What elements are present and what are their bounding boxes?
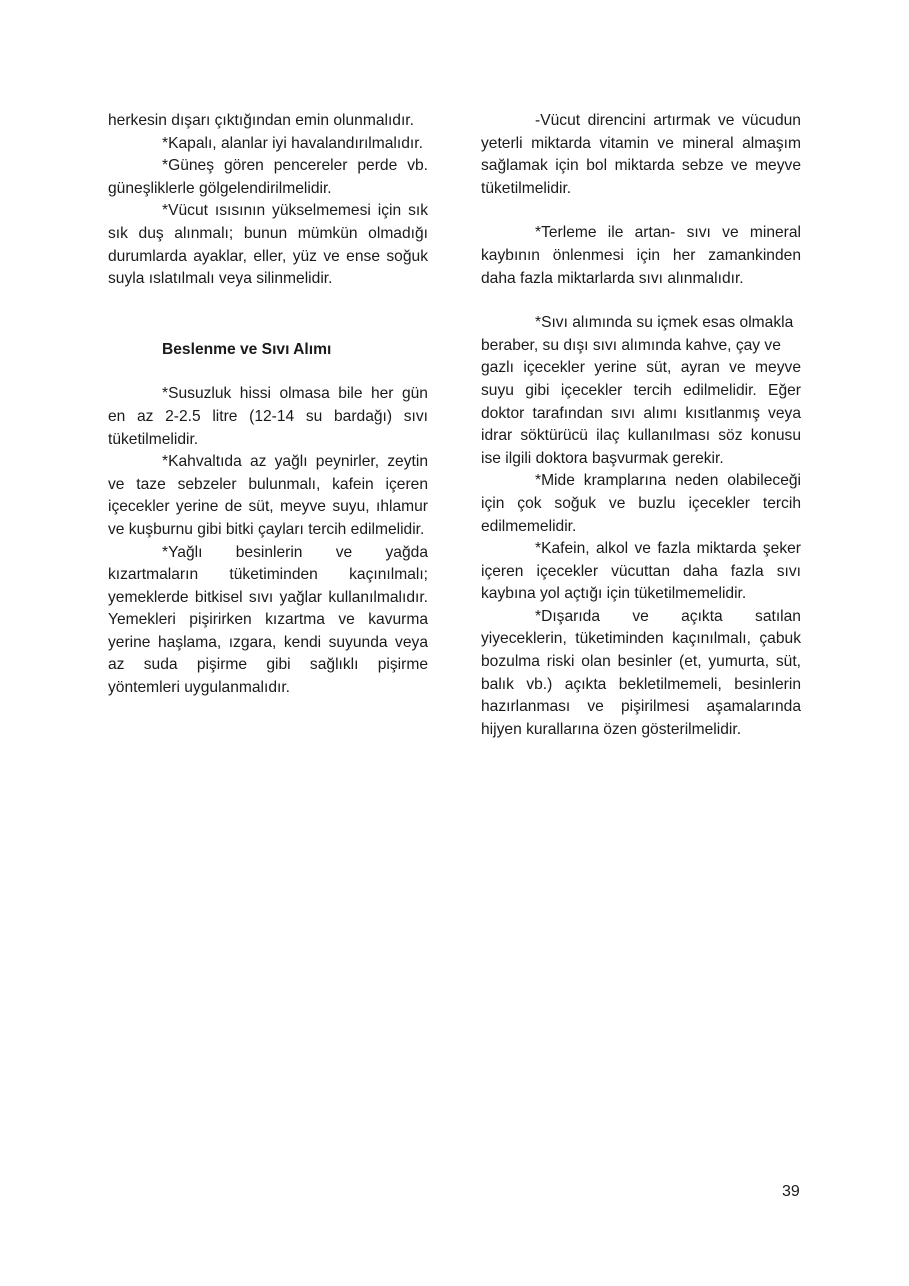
paragraph: *Vücut ısısının yükselmemesi için sık sık duş alınmalı; bunun mümkün olmadığı durumlarda ayaklar, eller, yüz ve ense soğuk suyla ıslatılmalı veya silinmelidir.	[108, 202, 428, 288]
left-column	[108, 110, 428, 700]
paragraph: -Vücut direncini artırmak ve vücudun yeterli miktarda vitamin ve mineral almaşım sağlamak için bol miktarda sebze ve meyve tüketilmelidir.	[481, 112, 801, 197]
paragraph: *Mide kramplarına neden olabileceği için çok soğuk ve buzlu içecekler tercih edilmemelidir.	[481, 472, 801, 535]
paragraph: *Kapalı, alanlar iyi havalandırılmalıdır.	[162, 134, 423, 152]
page-number: 39	[782, 1183, 800, 1200]
spacer	[481, 290, 801, 312]
paragraph: herkesin dışarı çıktığından emin olunmalıdır.	[108, 112, 414, 129]
paragraph: *Terleme ile artan- sıvı ve mineral kaybının önlenmesi için her zamankinden daha fazla miktarlarda sıvı alınmalıdır.	[481, 224, 801, 287]
paragraph: *Sıvı alımında su içmek esas olmakla beraber, su dışı sıvı alımında kahve, çay ve	[481, 314, 794, 354]
spacer	[108, 291, 428, 331]
paragraph: *Güneş gören pencereler perde vb. güneşliklerle gölgelendirilmelidir.	[108, 157, 428, 197]
paragraph: *Kafein, alkol ve fazla miktarda şeker içeren içecekler vücuttan daha fazla sıvı kaybına yol açtığı için tüketilmemelidir.	[481, 540, 801, 603]
paragraph: *Kahvaltıda az yağlı peynirler, zeytin ve taze sebzeler bulunmalı, kafein içeren içecekler yerine de süt, meyve suyu, ıhlamur ve kuşburnu gibi bitki çayları tercih edilmelidir.	[108, 453, 428, 538]
paragraph: gazlı içecekler yerine süt, ayran ve meyve suyu gibi içecekler tercih edilmelidir. Eğer doktor tarafından sıvı alımı kısıtlanmış veya idrar söktürücü ilaç kullanılması söz konusu ise ilgili doktora başvurmak gerekir.	[481, 359, 801, 467]
section-heading: Beslenme ve Sıvı Alımı	[162, 340, 332, 358]
spacer	[481, 200, 801, 222]
paragraph: *Susuzluk hissi olmasa bile her gün en az 2-2.5 litre (12-14 su bardağı) sıvı tüketilmelidir.	[108, 385, 428, 448]
paragraph: *Dışarıda ve açıkta satılan yiyeceklerin, tüketiminden kaçınılmalı, çabuk bozulma riski olan besinler (et, yumurta, süt, balık vb.) açıkta bekletilmemeli, besinlerin hazırlanması ve pişirilmesi aşamalarında hijyen kurallarına özen gösterilmelidir.	[481, 607, 801, 738]
paragraph: *Yağlı besinlerin ve yağda kızartmaların tüketiminden kaçınılmalı; yemeklerde bitkisel sıvı yağlar kullanılmalıdır. Yemekleri pişirirken kızartma ve kavurma yerine haşlama, ızgara, kendi suyunda veya az suda pişirme gibi sağlıklı pişirme yöntemleri uygulanmalıdır.	[108, 543, 428, 697]
spacer	[108, 361, 428, 383]
right-column	[481, 110, 801, 741]
